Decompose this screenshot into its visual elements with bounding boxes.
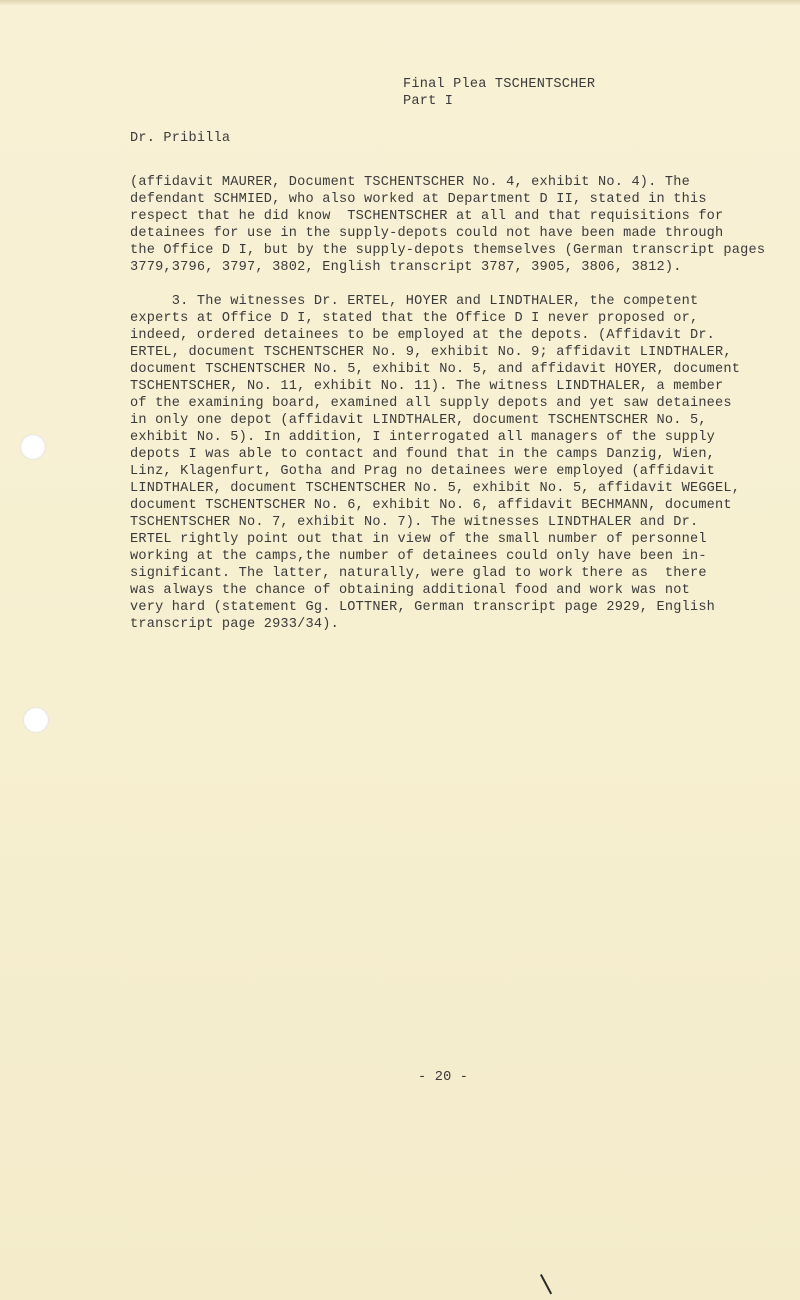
page-edge-shadow: [0, 0, 800, 6]
text-line: defendant SCHMIED, who also worked at Department D II, stated in this: [130, 192, 707, 207]
text-line: ERTEL, document TSCHENTSCHER No. 9, exhibit No. 9; affidavit LINDTHALER,: [130, 345, 732, 360]
pen-mark-icon: [540, 1274, 552, 1294]
text-line: document TSCHENTSCHER No. 5, exhibit No. 5, and affidavit HOYER, document: [130, 362, 741, 377]
text-line: depots I was able to contact and found that in the camps Danzig, Wien,: [130, 447, 716, 462]
page-number: - 20 -: [418, 1070, 469, 1085]
body-text: [130, 174, 770, 633]
text-line: was always the chance of obtaining additional food and work was not: [130, 583, 690, 598]
text-line: 3. The witnesses Dr. ERTEL, HOYER and LINDTHALER, the competent: [130, 294, 699, 309]
punch-hole-icon: [20, 434, 46, 460]
paragraph-gap: [130, 276, 770, 293]
text-line: working at the camps,the number of detainees could only have been in-: [130, 549, 707, 564]
text-line: 3779,3796, 3797, 3802, English transcript 3787, 3905, 3806, 3812).: [130, 260, 682, 275]
punch-hole-icon: [23, 707, 49, 733]
text-line: experts at Office D I, stated that the Office D I never proposed or,: [130, 311, 699, 326]
counsel-name: Dr. Pribilla: [130, 131, 231, 146]
text-line: transcript page 2933/34).: [130, 617, 339, 632]
text-line: very hard (statement Gg. LOTTNER, German transcript page 2929, English: [130, 600, 716, 615]
text-line: detainees for use in the supply-depots could not have been made through: [130, 226, 724, 241]
text-line: ERTEL rightly point out that in view of the small number of personnel: [130, 532, 707, 547]
text-line: TSCHENTSCHER, No. 11, exhibit No. 11). The witness LINDTHALER, a member: [130, 379, 724, 394]
text-line: indeed, ordered detainees to be employed at the depots. (Affidavit Dr.: [130, 328, 716, 343]
text-line: in only one depot (affidavit LINDTHALER, document TSCHENTSCHER No. 5,: [130, 413, 707, 428]
text-line: respect that he did know TSCHENTSCHER at all and that requisitions for: [130, 209, 724, 224]
header-part: Part I: [403, 94, 454, 109]
text-line: (affidavit MAURER, Document TSCHENTSCHER No. 4, exhibit No. 4). The: [130, 175, 690, 190]
text-line: Linz, Klagenfurt, Gotha and Prag no detainees were employed (affidavit: [130, 464, 716, 479]
text-line: LINDTHALER, document TSCHENTSCHER No. 5, exhibit No. 5, affidavit WEGGEL,: [130, 481, 741, 496]
text-line: document TSCHENTSCHER No. 6, exhibit No. 6, affidavit BECHMANN, document: [130, 498, 732, 513]
text-line: TSCHENTSCHER No. 7, exhibit No. 7). The witnesses LINDTHALER and Dr.: [130, 515, 699, 530]
text-line: the Office D I, but by the supply-depots themselves (German transcript pages: [130, 243, 766, 258]
text-line: of the examining board, examined all supply depots and yet saw detainees: [130, 396, 732, 411]
document-header: [403, 76, 743, 110]
text-line: exhibit No. 5). In addition, I interrogated all managers of the supply: [130, 430, 716, 445]
header-title: Final Plea TSCHENTSCHER: [403, 77, 596, 92]
text-line: significant. The latter, naturally, were glad to work there as there: [130, 566, 707, 581]
